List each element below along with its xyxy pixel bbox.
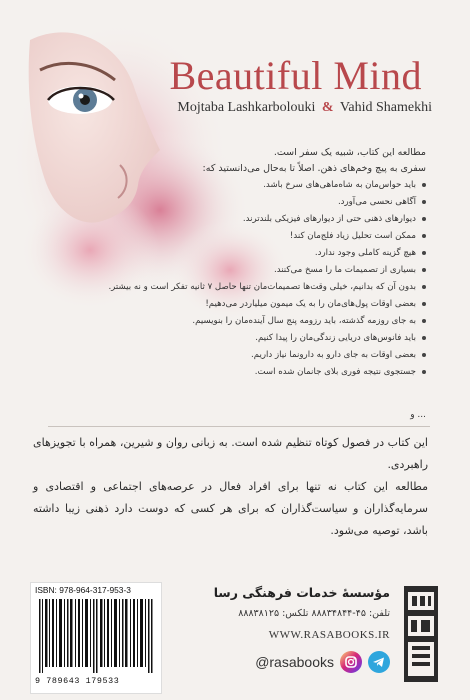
book-title: Beautiful Mind: [169, 53, 422, 98]
intro-line-2: سفری به پیچ وخم‌های ذهن. اصلاً تا به‌حال می‌دانستید که:: [202, 163, 426, 174]
intro-line-1: مطالعه این کتاب، شبیه یک سفر است.: [273, 147, 426, 158]
bullet-dot-icon: [422, 234, 426, 238]
bullet-item: باید حواس‌مان به شاه‌ماهی‌های سرخ باشد.: [96, 177, 426, 194]
isbn-label: ISBN: 978-964-317-953-3: [35, 585, 131, 595]
section-divider: [48, 426, 430, 427]
bullet-dot-icon: [422, 200, 426, 204]
description-paragraph-2: مطالعه این کتاب نه تنها برای افراد فعال در عرصه‌های اجتماعی و اقتصادی و سرمایه‌گذاران و سیاست‌گذاران که برای هر کسی که دوست دارد ذهنی زیبا داشته باشد، توصیه می‌شود.: [33, 480, 428, 537]
barcode-icon: [37, 599, 157, 673]
bullet-item: به جای روزمه گذشته، باید رزومه پنج سال آینده‌مان را بنویسیم.: [96, 313, 426, 330]
bullet-item: بعضی اوقات به جای دارو به دارونما نیاز داریم.: [96, 347, 426, 364]
publisher-website[interactable]: WWW.RASABOOKS.IR: [268, 629, 390, 641]
bullet-dot-icon: [422, 302, 426, 306]
bullet-dot-icon: [422, 251, 426, 255]
bullet-item: بسیاری از تصمیمات ما را مسخ می‌کنند.: [96, 262, 426, 279]
instagram-handle[interactable]: @rasabooks: [255, 654, 334, 670]
bullet-dot-icon: [422, 217, 426, 221]
social-links: [255, 650, 390, 674]
description-paragraph-1: این کتاب در فصول کوتاه تنظیم شده است. به زبانی روان و شیرین، همراه با تجویزهای راهبردی.: [33, 436, 428, 471]
bullet-item: باید فانوس‌های دریایی زندگی‌مان را پیدا کنیم.: [96, 330, 426, 347]
bullet-list: [96, 177, 426, 381]
bullet-item: بدون آن که بدانیم، خیلی وقت‌ها تصمیمات‌مان تنها حاصل ۷ ثانیه تفکر است و نه بیشتر.: [96, 279, 426, 296]
telegram-icon[interactable]: [368, 651, 390, 673]
bullet-dot-icon: [422, 336, 426, 340]
instagram-icon[interactable]: [340, 651, 362, 673]
publisher-name: مؤسسهٔ خدمات فرهنگی رسا: [213, 585, 390, 600]
author-2: Vahid Shamekhi: [339, 100, 432, 115]
bullet-item: دیوارهای ذهنی حتی از دیوارهای فیزیکی بلندترند.: [96, 211, 426, 228]
isbn-digits: 9 789643 179533: [35, 676, 120, 686]
bullet-dot-icon: [422, 370, 426, 374]
isbn-barcode-block: [30, 582, 162, 694]
ellipsis-ending: و ...: [410, 410, 426, 420]
bullet-item: جستجوی نتیجه فوری بلای جانمان شده است.: [96, 364, 426, 381]
bullet-item: آگاهی نحسی می‌آورد.: [96, 194, 426, 211]
bullet-dot-icon: [422, 183, 426, 187]
publisher-phone: تلفن: ۴۵-۸۸۸۳۴۸۴۴ تلکس: ۸۸۸۳۸۱۲۵: [238, 608, 390, 619]
description: [33, 432, 428, 542]
bullet-item: بعضی اوقات پول‌های‌مان را به یک میمون میلیاردر می‌دهیم!: [96, 296, 426, 313]
author-1: Mojtaba Lashkarbolouki: [177, 100, 316, 115]
bullet-dot-icon: [422, 268, 426, 272]
author-separator: &: [321, 100, 334, 115]
bullet-item: هیچ گزینه کاملی وجود ندارد.: [96, 245, 426, 262]
bullet-dot-icon: [422, 285, 426, 289]
bullet-item: ممکن است تحلیل زیاد فلج‌مان کند!: [96, 228, 426, 245]
bullet-dot-icon: [422, 353, 426, 357]
authors-line: [177, 100, 432, 116]
intro-text: [166, 145, 426, 177]
bullet-dot-icon: [422, 319, 426, 323]
rasa-publisher-logo-icon: [402, 584, 440, 684]
